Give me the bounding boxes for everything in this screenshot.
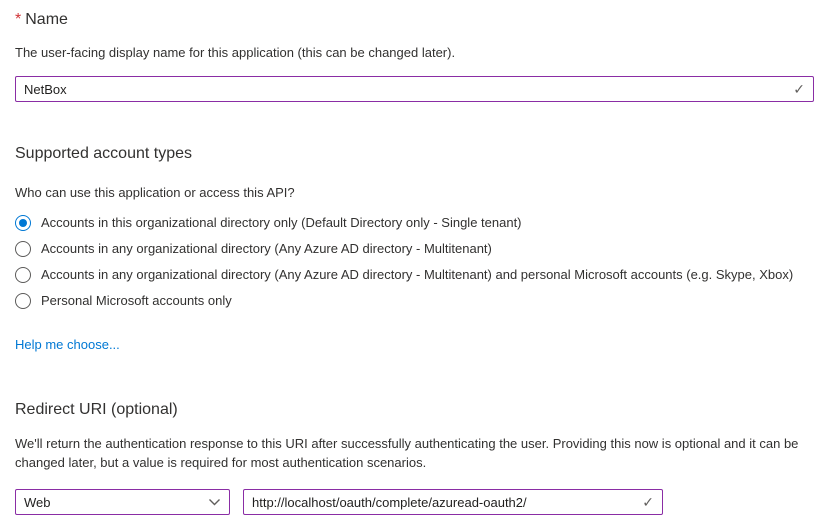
radio-option-label: Accounts in any organizational directory (Any Azure AD directory - Multitenant) [41, 241, 492, 256]
account-types-question: Who can use this application or access this API? [15, 185, 295, 200]
radio-icon[interactable] [15, 241, 31, 257]
name-input[interactable] [15, 76, 814, 102]
radio-icon[interactable] [15, 267, 31, 283]
radio-option-label: Personal Microsoft accounts only [41, 293, 232, 308]
valid-checkmark-icon: ✓ [793, 81, 805, 97]
redirect-uri-row [15, 489, 814, 515]
help-me-choose-link[interactable]: Help me choose... [15, 337, 120, 352]
redirect-uri-input-container [243, 489, 663, 515]
radio-option-multitenant-personal[interactable] [15, 267, 814, 283]
radio-option-multitenant[interactable] [15, 241, 814, 257]
redirect-uri-description: We'll return the authentication response to this URI after successfully authenticating the user. Providing this now is optional and it can be changed later, but a value is required for most authentication scenarios. [15, 436, 799, 470]
supported-account-types-heading: Supported account types [15, 145, 193, 162]
redirect-uri-section [15, 400, 814, 515]
radio-option-label: Accounts in this organizational directory only (Default Directory only - Single tenant) [41, 215, 522, 230]
radio-icon[interactable] [15, 215, 31, 231]
name-field-description: The user-facing display name for this application (this can be changed later). [15, 45, 456, 60]
radio-option-single-tenant[interactable] [15, 215, 814, 231]
platform-select[interactable] [15, 489, 230, 515]
name-label-text: Name [25, 11, 68, 28]
supported-account-types-section [15, 144, 814, 354]
account-types-radio-group [15, 215, 814, 309]
radio-option-personal-only[interactable] [15, 293, 814, 309]
valid-checkmark-icon: ✓ [642, 494, 654, 510]
radio-option-label: Accounts in any organizational directory (Any Azure AD directory - Multitenant) and personal Microsoft accounts (e.g. Skype, Xbox) [41, 267, 794, 282]
name-input-container [15, 76, 814, 102]
radio-icon[interactable] [15, 293, 31, 309]
required-asterisk: * [15, 11, 22, 28]
chevron-down-icon [208, 496, 221, 509]
redirect-uri-input[interactable] [243, 489, 663, 515]
redirect-uri-heading: Redirect URI (optional) [15, 401, 178, 418]
platform-select-value: Web [24, 494, 51, 510]
name-field-label [15, 10, 814, 30]
